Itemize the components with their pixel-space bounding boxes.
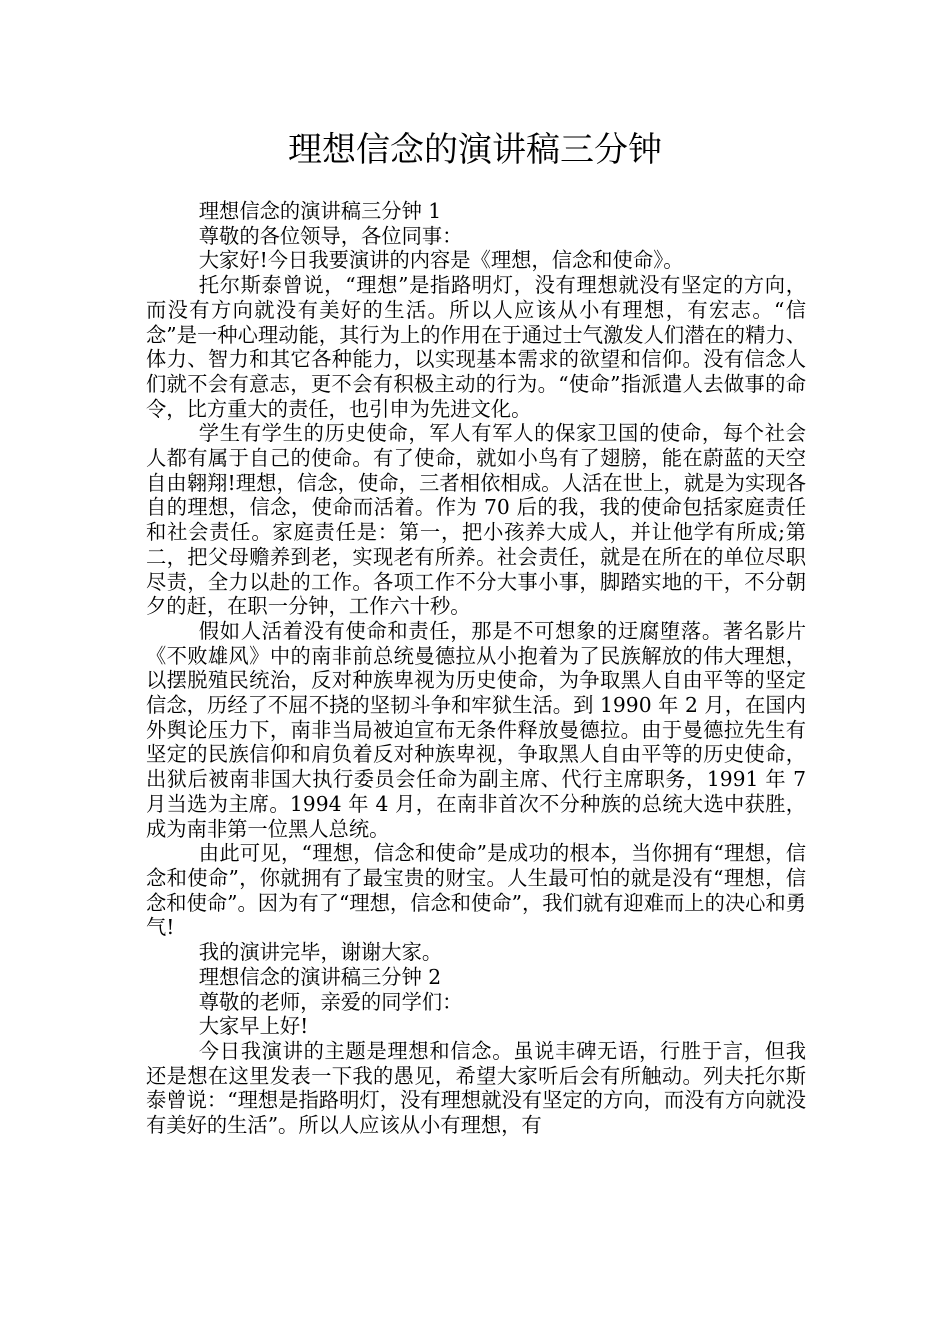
speech-1-greeting: 大家好!今日我要演讲的内容是《理想，信念和使命》。: [198, 248, 684, 273]
body-paragraph: 假如人活着没有使命和责任，那是不可想象的迂腐堕落。著名影片《不败雄风》中的南非前总统曼德拉从小抱着为了民族解放的伟大理想，以摆脱殖民统治，反对种族卑视为历史使命，为争取黑人自由平等的坚定信念，历经了不屈不挠的坚韧斗争和牢狱生活。到 1990 年 2 月，在国内外舆论压力下，南非当局被迫宣布无条件释放曼德拉。由于曼德拉先生有坚定的民族信仰和肩负着反对种族卑视，争取黑人自由平等的历史使命，出狱后被南非国大执行委员会任命为副主席、代行主席职务，1991 年 7 月当选为主席。1994 年 4 月，在南非首次不分种族的总统大选中获胜，成为南非第一位黑人总统。: [146, 618, 806, 841]
speech-2-salutation: 尊敬的老师，亲爱的同学们：: [198, 989, 463, 1014]
speech-2-greeting: 大家早上好!: [198, 1014, 309, 1039]
body-paragraph: 今日我演讲的主题是理想和信念。虽说丰碑无语，行胜于言，但我还是想在这里发表一下我的愚见，希望大家听后会有所触动。列夫托尔斯泰曾说：“理想是指路明灯，没有理想就没有坚定的方向，而没有方向就没有美好的生活”。所以人应该从小有理想，有: [146, 1038, 806, 1138]
body-paragraph: 由此可见，“理想，信念和使命”是成功的根本，当你拥有“理想，信念和使命”，你就拥有了最宝贵的财宝。人生最可怕的就是没有“理想，信念和使命”。因为有了“理想，信念和使命”，我们就有迎难而上的决心和勇气!: [146, 841, 806, 940]
body-paragraph: 学生有学生的历史使命，军人有军人的保家卫国的使命，每个社会人都有属于自己的使命。有了使命，就如小鸟有了翅膀，能在蔚蓝的天空自由翱翔!理想，信念，使命，三者相依相成。人活在世上，就是为实现各自的理想，信念，使命而活着。作为 70 后的我，我的使命包括家庭责任和社会责任。家庭责任是：第一，把小孩养大成人，并让他学有所成;第二，把父母赡养到老，实现老有所养。社会责任，就是在所在的单位尽职尽责，全力以赴的工作。各项工作不分大事小事，脚踏实地的干，不分朝夕的赶，在职一分钟，工作六十秒。: [146, 421, 806, 619]
document-body: [146, 199, 806, 1138]
document-title: 理想信念的演讲稿三分钟: [288, 130, 662, 170]
speech-2-heading: 理想信念的演讲稿三分钟 2: [198, 964, 442, 989]
speech-1-closing: 我的演讲完毕，谢谢大家。: [198, 940, 443, 965]
speech-1-salutation: 尊敬的各位领导，各位同事：: [198, 223, 463, 248]
body-paragraph: 托尔斯泰曾说，“理想”是指路明灯，没有理想就没有坚定的方向，而没有方向就没有美好的生活。所以人应该从小有理想，有宏志。“信念”是一种心理动能，其行为上的作用在于通过士气激发人们潜在的精力、体力、智力和其它各种能力，以实现基本需求的欲望和信仰。没有信念人们就不会有意志，更不会有积极主动的行为。“使命”指派遣人去做事的命令，比方重大的责任，也引申为先进文化。: [146, 273, 806, 421]
speech-1-heading: 理想信念的演讲稿三分钟 1: [198, 199, 442, 223]
